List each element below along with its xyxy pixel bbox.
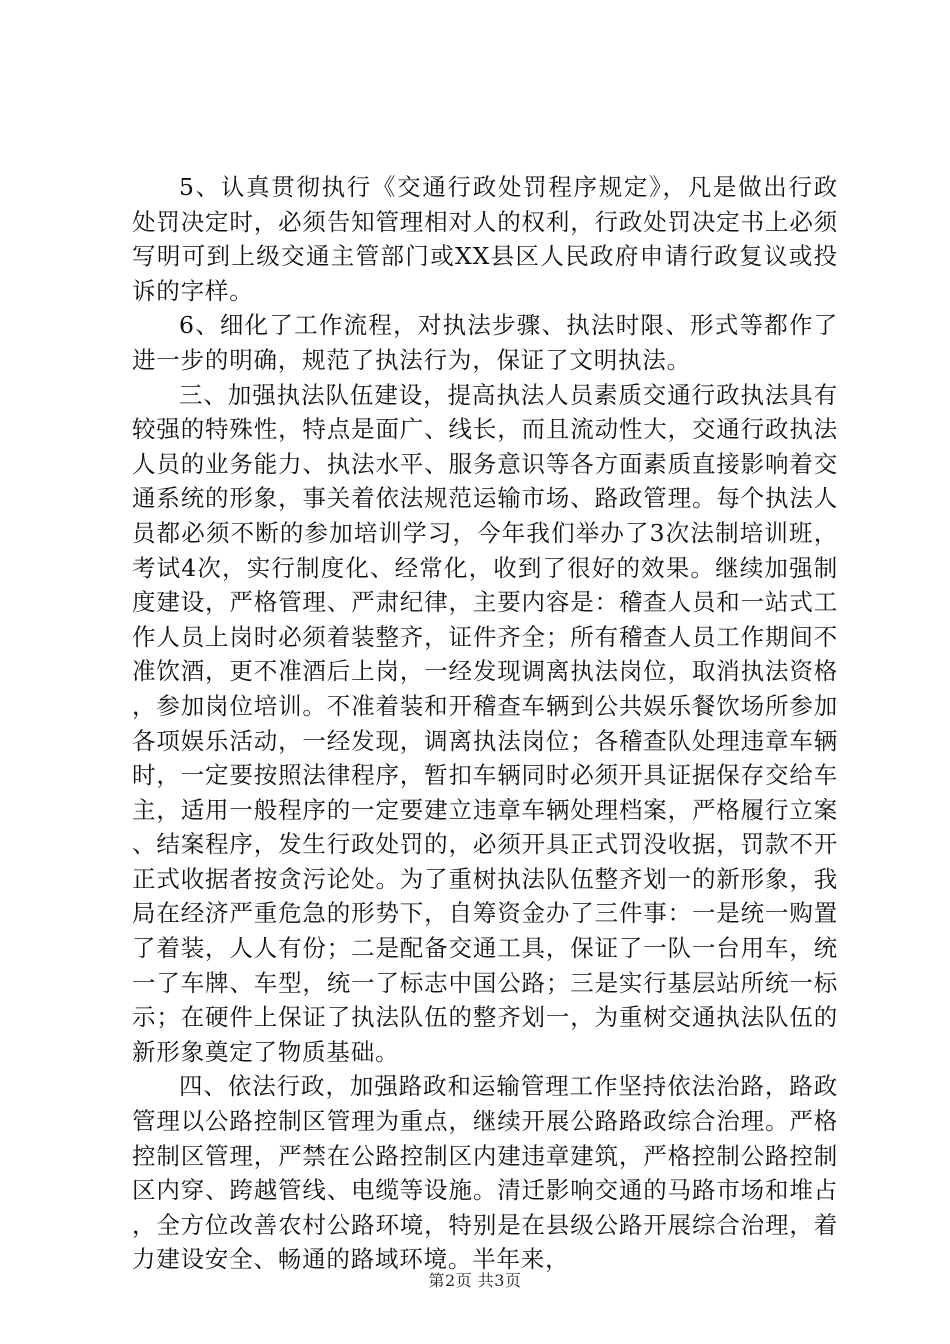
- paragraph-section-4: 四、依法行政，加强路政和运输管理工作坚持依法治路，路政管理以公路控制区管理为重点，继续开展公路路政综合治理。严格控制区管理，严禁在公路控制区内建违章建筑，严格控制公路控制区内穿、跨越管线、电缆等设施。清迁影响交通的马路市场和堆占，全方位改善农村公路环境，特别是在县级公路开展综合治理，着力建设安全、畅通的路域环境。半年来，: [132, 1072, 838, 1274]
- paragraph-item-5: 5、认真贯彻执行《交通行政处罚程序规定》，凡是做出行政处罚决定时，必须告知管理相对人的权利，行政处罚决定书上必须写明可到上级交通主管部门或XX县区人民政府申请行政复议或投诉的字样。: [132, 173, 838, 305]
- document-body: [132, 170, 838, 1277]
- paragraph-item-6: 6、细化了工作流程，对执法步骤、执法时限、形式等都作了进一步的明确，规范了执法行为，保证了文明执法。: [132, 311, 838, 374]
- paragraph-section-3: 三、加强执法队伍建设，提高执法人员素质交通行政执法具有较强的特殊性，特点是面广、线长，而且流动性大，交通行政执法人员的业务能力、执法水平、服务意识等各方面素质直接影响着交通系统的形象，事关着依法规范运输市场、路政管理。每个执法人员都必须不断的参加培训学习，今年我们举办了3次法制培训班，考试4次，实行制度化、经常化，收到了很好的效果。继续加强制度建设，严格管理、严肃纪律，主要内容是：稽查人员和一站式工作人员上岗时必须着装整齐，证件齐全；所有稽查人员工作期间不准饮酒，更不准酒后上岗，一经发现调离执法岗位，取消执法资格，参加岗位培训。不准着装和开稽查车辆到公共娱乐餐饮场所参加各项娱乐活动，一经发现，调离执法岗位；各稽查队处理违章车辆时，一定要按照法律程序，暂扣车辆同时必须开具证据保存交给车主，适用一般程序的一定要建立违章车辆处理档案，严格履行立案、结案程序，发生行政处罚的，必须开具正式罚没收据，罚款不开正式收据者按贪污论处。为了重树执法队伍整齐划一的新形象，我局在经济严重危急的形势下，自筹资金办了三件事：一是统一购置了着装，人人有份；二是配备交通工具，保证了一队一台用车，统一了车牌、车型，统一了标志中国公路；三是实行基层站所统一标示；在硬件上保证了执法队伍的整齐划一，为重树交通执法队伍的新形象奠定了物质基础。: [132, 380, 838, 1066]
- page-number-footer: 第2页 共3页: [428, 1271, 522, 1290]
